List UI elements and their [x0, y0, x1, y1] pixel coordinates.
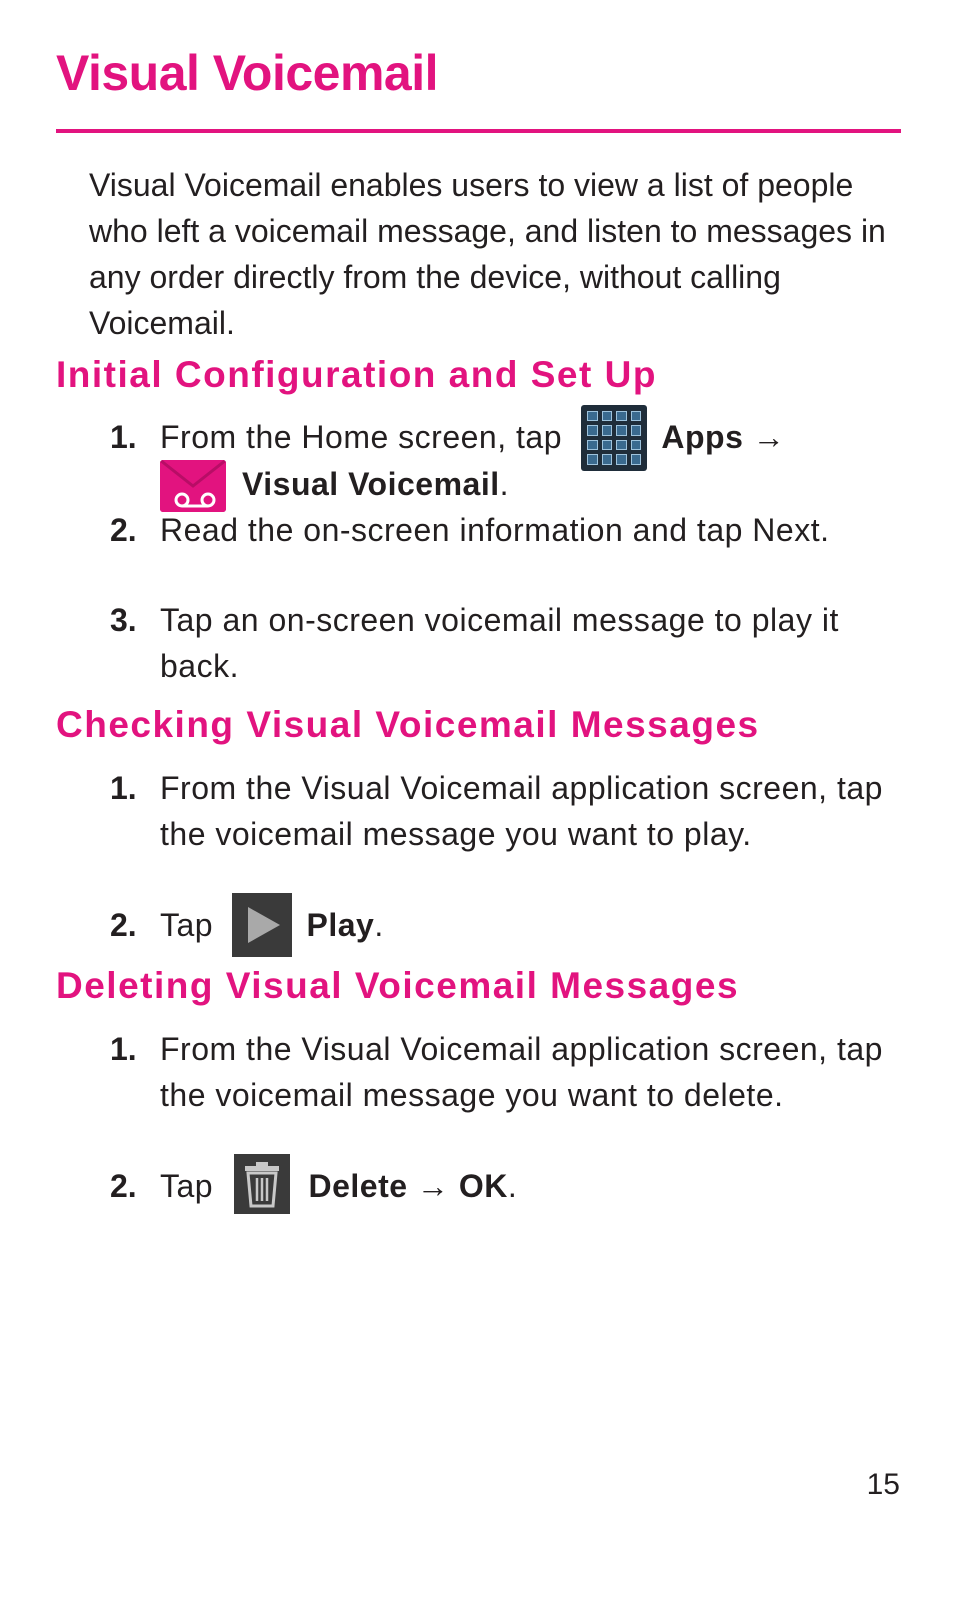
step-text: From the Visual Voicemail application screen, tap the voicemail message you want to play. [160, 770, 883, 852]
setup-step-2 [110, 507, 910, 553]
intro-paragraph: Visual Voicemail enables users to view a list of people who left a voicemail message, and listen to messages in any order directly from the device, without calling Voicemail. [89, 167, 886, 341]
trash-icon [234, 1154, 290, 1214]
section-heading-checking-messages: Checking Visual Voicemail Messages [56, 704, 760, 745]
apps-label: Apps [661, 419, 744, 455]
deleting-step-1 [110, 1026, 910, 1118]
section-heading-deleting-messages: Deleting Visual Voicemail Messages [56, 965, 740, 1006]
play-label: Play [306, 907, 375, 943]
arrow: → [416, 1168, 450, 1204]
step-number: 1. [110, 1031, 137, 1067]
step-number: 2. [110, 907, 137, 943]
checking-step-2: 2. Tap Play. [110, 902, 910, 948]
checking-step-1 [110, 765, 910, 857]
setup-step-1: 1. From the Home screen, tap Apps → Visual Voicemail. [110, 414, 910, 507]
ok-label: OK [458, 1168, 508, 1204]
section-heading-initial-setup: Initial Configuration and Set Up [56, 354, 657, 395]
visual-voicemail-icon [160, 460, 226, 512]
step-number: 1. [110, 419, 137, 455]
step-text: Tap an on-screen voicemail message to play it back. [160, 602, 839, 684]
page-number: 15 [866, 1468, 900, 1501]
step-number: 2. [110, 1168, 137, 1204]
step-text: From the Visual Voicemail application screen, tap the voicemail message you want to delete. [160, 1031, 883, 1113]
step-number: 1. [110, 770, 137, 806]
deleting-step-2: 2. Tap Delete → OK. [110, 1163, 910, 1209]
page-title: Visual Voicemail [56, 45, 439, 101]
play-icon [232, 893, 292, 957]
step-text: Read the on-screen information and tap Next. [160, 512, 830, 548]
title-rule [56, 129, 901, 133]
step-number: 3. [110, 602, 137, 638]
setup-step-3 [110, 597, 910, 689]
step-text: From the Home screen, tap [160, 419, 562, 455]
step-text: Tap [160, 1168, 214, 1204]
arrow: → [752, 419, 786, 455]
delete-label: Delete [308, 1168, 408, 1204]
step-text: Tap [160, 907, 214, 943]
apps-grid-icon [581, 405, 647, 471]
visual-voicemail-label: Visual Voicemail [242, 465, 500, 502]
step-number: 2. [110, 512, 137, 548]
